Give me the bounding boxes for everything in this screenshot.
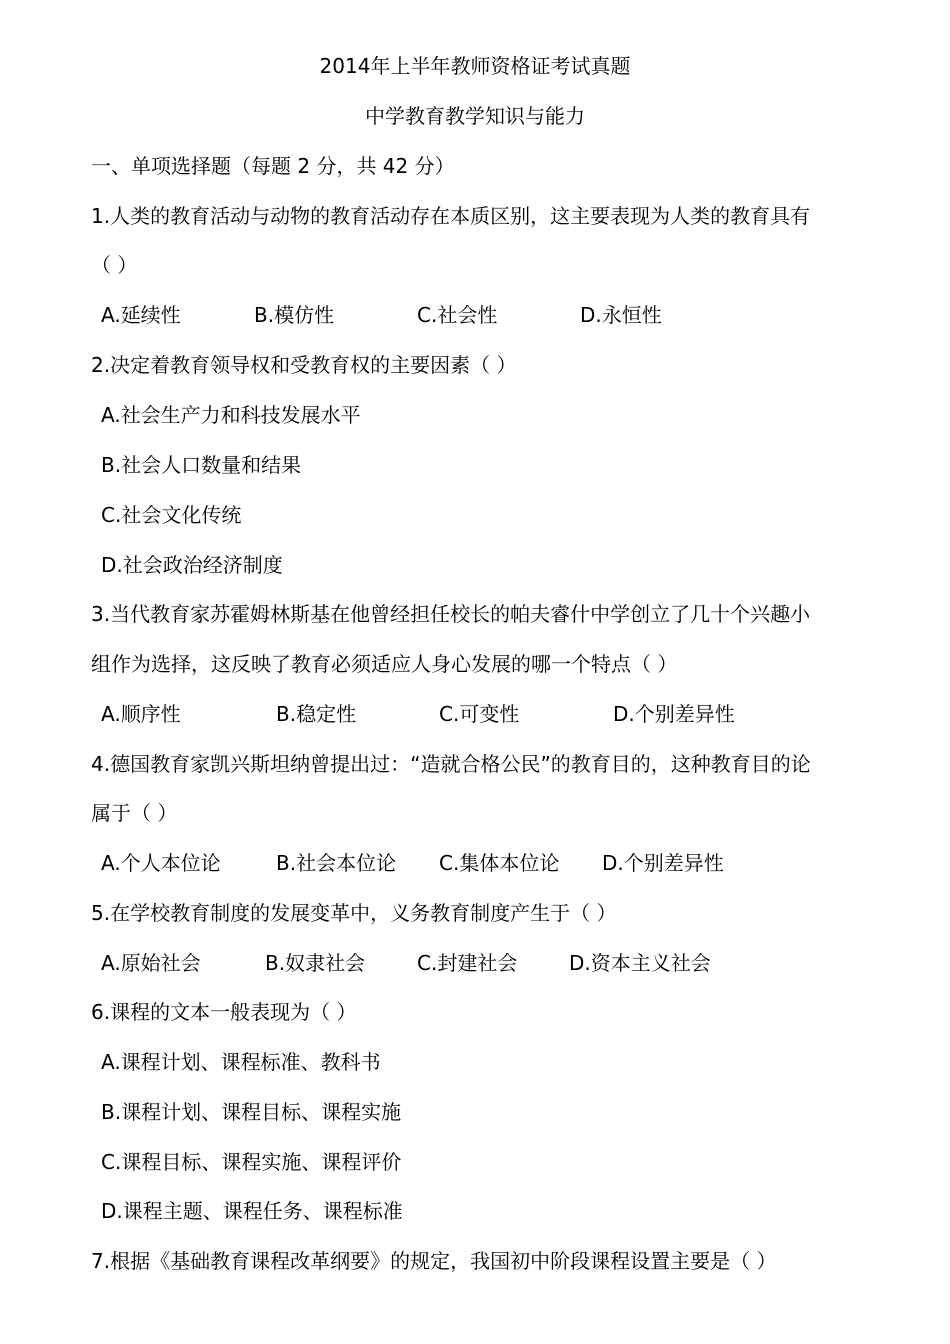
option-b: B.课程计划、课程目标、课程实施: [101, 1100, 402, 1124]
question-stem-continued: 属于（ ）: [91, 801, 178, 825]
section-heading: 一、单项选择题（每题 2 分，共 42 分）: [91, 154, 455, 178]
option-c: C.社会性: [417, 303, 498, 327]
option-d: D.个别差异性: [602, 851, 724, 875]
option-d: D.个别差异性: [613, 702, 735, 726]
question-stem-continued: （ ）: [91, 253, 138, 277]
option-a: A.顺序性: [101, 702, 181, 726]
option-a: A.个人本位论: [101, 851, 221, 875]
option-a: A.课程计划、课程标准、教科书: [101, 1050, 381, 1074]
option-b: B.稳定性: [276, 702, 357, 726]
option-c: C.封建社会: [417, 951, 518, 975]
option-b: B.社会本位论: [276, 851, 397, 875]
question-stem: 6.课程的文本一般表现为（ ）: [91, 1000, 357, 1024]
option-c: C.课程目标、课程实施、课程评价: [101, 1150, 402, 1174]
question-stem: 2.决定着教育领导权和受教育权的主要因素（ ）: [91, 353, 517, 377]
page-subtitle: 中学教育教学知识与能力: [365, 104, 585, 128]
option-c: C.可变性: [439, 702, 520, 726]
option-c: C.社会文化传统: [101, 503, 242, 527]
question-stem: 4.德国教育家凯兴斯坦纳曾提出过：“造就合格公民”的教育目的，这种教育目的论: [91, 752, 811, 776]
question-stem: 5.在学校教育制度的发展变革中，义务教育制度产生于（ ）: [91, 901, 617, 925]
option-d: D.资本主义社会: [569, 951, 711, 975]
page-title: 2014年上半年教师资格证考试真题: [319, 54, 631, 78]
option-a: A.原始社会: [101, 951, 201, 975]
option-d: D.永恒性: [580, 303, 662, 327]
option-d: D.课程主题、课程任务、课程标准: [101, 1199, 403, 1223]
question-stem: 3.当代教育家苏霍姆林斯基在他曾经担任校长的帕夫睿什中学创立了几十个兴趣小: [91, 602, 811, 626]
option-b: B.社会人口数量和结果: [101, 453, 302, 477]
option-a: A.社会生产力和科技发展水平: [101, 403, 361, 427]
question-stem: 1.人类的教育活动与动物的教育活动存在本质区别，这主要表现为人类的教育具有: [91, 204, 811, 228]
option-b: B.奴隶社会: [265, 951, 366, 975]
option-d: D.社会政治经济制度: [101, 553, 283, 577]
option-a: A.延续性: [101, 303, 181, 327]
option-c: C.集体本位论: [439, 851, 560, 875]
question-stem: 7.根据《基础教育课程改革纲要》的规定，我国初中阶段课程设置主要是（ ）: [91, 1249, 777, 1273]
question-stem-continued: 组作为选择，这反映了教育必须适应人身心发展的哪一个特点（ ）: [91, 652, 678, 676]
option-b: B.模仿性: [254, 303, 335, 327]
